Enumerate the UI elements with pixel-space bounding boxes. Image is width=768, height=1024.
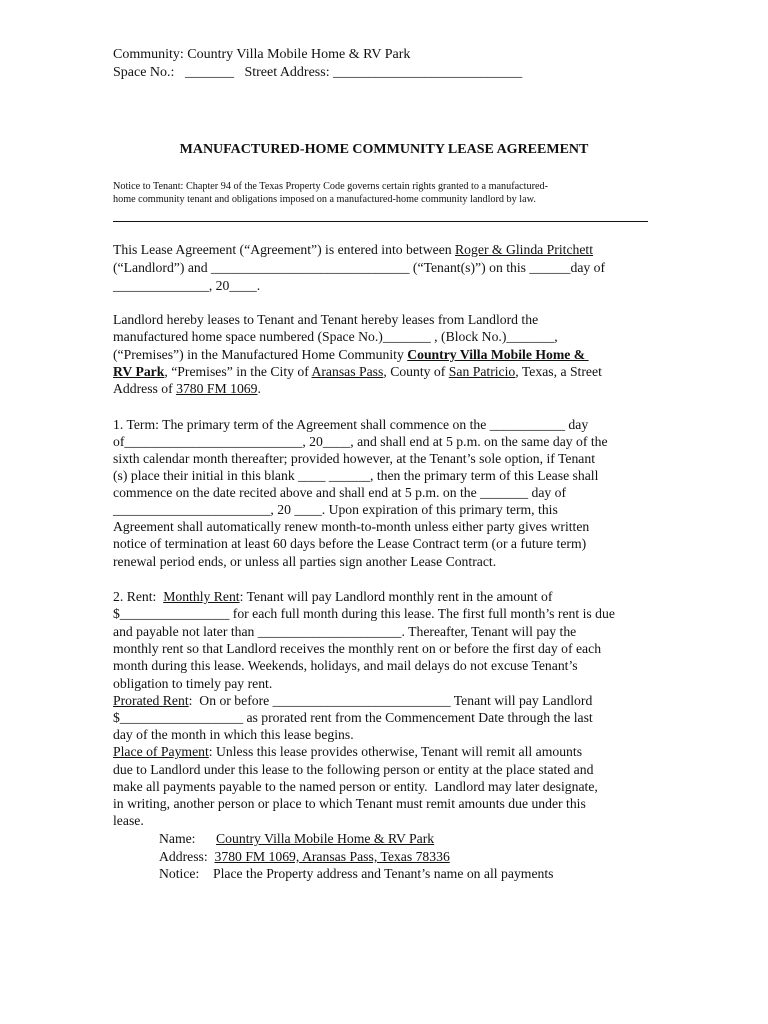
prorated-rent-label: Prorated Rent (113, 693, 189, 708)
payment-line: make all payments payable to the named person or entity. Landlord may later designate, (113, 779, 598, 794)
street-address: 3780 FM 1069 (176, 381, 258, 396)
term-line: notice of termination at least 60 days before the Lease Contract term (or a future term) (113, 536, 587, 551)
premises-line-4: RV Park, “Premises” in the City of Aransas Pass, County of San Patricio, Texas, a Street (113, 364, 602, 379)
rent-line: $________________ for each full month during this lease. The first full month’s rent is due (113, 606, 615, 621)
term-line: _______________________, 20 ____. Upon expiration of this primary term, this (113, 502, 558, 517)
community-name: Country Villa Mobile Home & RV Park (187, 47, 411, 62)
divider (113, 221, 648, 222)
notice-line-1: Notice to Tenant: Chapter 94 of the Texas Property Code governs certain rights granted to a manufactured- (113, 181, 548, 192)
payment-line: in writing, another person or place to which Tenant must remit amounts due under this (113, 796, 586, 811)
place-of-payment-label: Place of Payment (113, 744, 209, 759)
payment-line: lease. (113, 813, 144, 828)
intro-line-1: This Lease Agreement (“Agreement”) is entered into between Roger & Glinda Pritchett (113, 242, 594, 257)
monthly-rent-label: Monthly Rent (163, 589, 240, 604)
term-line: (s) place their initial in this blank ____ ______, then the primary term of this Lease shall (113, 468, 599, 483)
notice-line-2: home community tenant and obligations imposed on a manufactured-home community landlord by law. (113, 194, 536, 205)
intro-line-2: (“Landlord”) and _____________________________ (“Tenant(s)”) on this ______day of (113, 260, 606, 275)
rent-line-1: 2. Rent: Monthly Rent: Tenant will pay Landlord monthly rent in the amount of (113, 589, 553, 604)
rent-line: obligation to timely pay rent. (113, 676, 273, 691)
space-address-line: Space No.: _______ Street Address: ___________________________ (113, 65, 523, 80)
prorated-line-1: Prorated Rent: On or before __________________________ Tenant will pay Landlord (113, 693, 593, 708)
premises-line-2: manufactured home space numbered (Space No.)_______ , (Block No.)_______, (113, 329, 558, 344)
premises-line-3: (“Premises”) in the Manufactured Home Community Country Villa Mobile Home & (113, 347, 589, 362)
payment-line: due to Landlord under this lease to the following person or entity at the place stated and (113, 762, 594, 777)
term-line: renewal period ends, or unless all parties sign another Lease Contract. (113, 554, 497, 569)
payee-address-line: Address: 3780 FM 1069, Aransas Pass, Texas 78336 (159, 849, 450, 864)
payee-address: 3780 FM 1069, Aransas Pass, Texas 78336 (214, 849, 450, 864)
rent-line: and payable not later than _____________________. Thereafter, Tenant will pay the (113, 624, 577, 639)
community-name-bold: Country Villa Mobile Home & (407, 347, 589, 362)
payee-notice-line: Notice: Place the Property address and Tenant’s name on all payments (159, 866, 554, 881)
prorated-line-2: $__________________ as prorated rent from the Commencement Date through the last (113, 710, 593, 725)
payee-name-line: Name: Country Villa Mobile Home & RV Park (159, 831, 435, 846)
term-line: 1. Term: The primary term of the Agreement shall commence on the ___________ day (113, 417, 589, 432)
term-line: sixth calendar month thereafter; provided however, at the Tenant’s sole option, if Tenant (113, 451, 596, 466)
rent-line: month during this lease. Weekends, holidays, and mail delays do not excuse Tenant’s (113, 658, 578, 673)
payee-notice: Place the Property address and Tenant’s name on all payments (212, 866, 554, 881)
community-line: Community: Country Villa Mobile Home & RV Park (113, 47, 411, 62)
term-line: of__________________________, 20____, and shall end at 5 p.m. on the same day of the (113, 434, 608, 449)
intro-line-3: ______________, 20____. (113, 278, 261, 293)
prorated-line-3: day of the month in which this lease begins. (113, 727, 354, 742)
document-title: MANUFACTURED-HOME COMMUNITY LEASE AGREEMENT (179, 142, 589, 157)
rent-line: monthly rent so that Landlord receives the monthly rent on or before the first day of each (113, 641, 602, 656)
landlord-name: Roger & Glinda Pritchett (455, 242, 594, 257)
term-line: commence on the date recited above and shall end at 5 p.m. on the _______ day of (113, 485, 567, 500)
county-name: San Patricio (448, 364, 516, 379)
premises-line-5: Address of 3780 FM 1069. (113, 381, 261, 396)
term-line: Agreement shall automatically renew month-to-month unless either party gives written (113, 519, 590, 534)
city-name: Aransas Pass (311, 364, 384, 379)
payment-line-1: Place of Payment: Unless this lease provides otherwise, Tenant will remit all amounts (113, 744, 583, 759)
space-blank: _______ (184, 65, 234, 80)
payee-name: Country Villa Mobile Home & RV Park (216, 831, 435, 846)
premises-line-1: Landlord hereby leases to Tenant and Tenant hereby leases from Landlord the (113, 312, 539, 327)
street-blank: ___________________________ (333, 65, 523, 80)
